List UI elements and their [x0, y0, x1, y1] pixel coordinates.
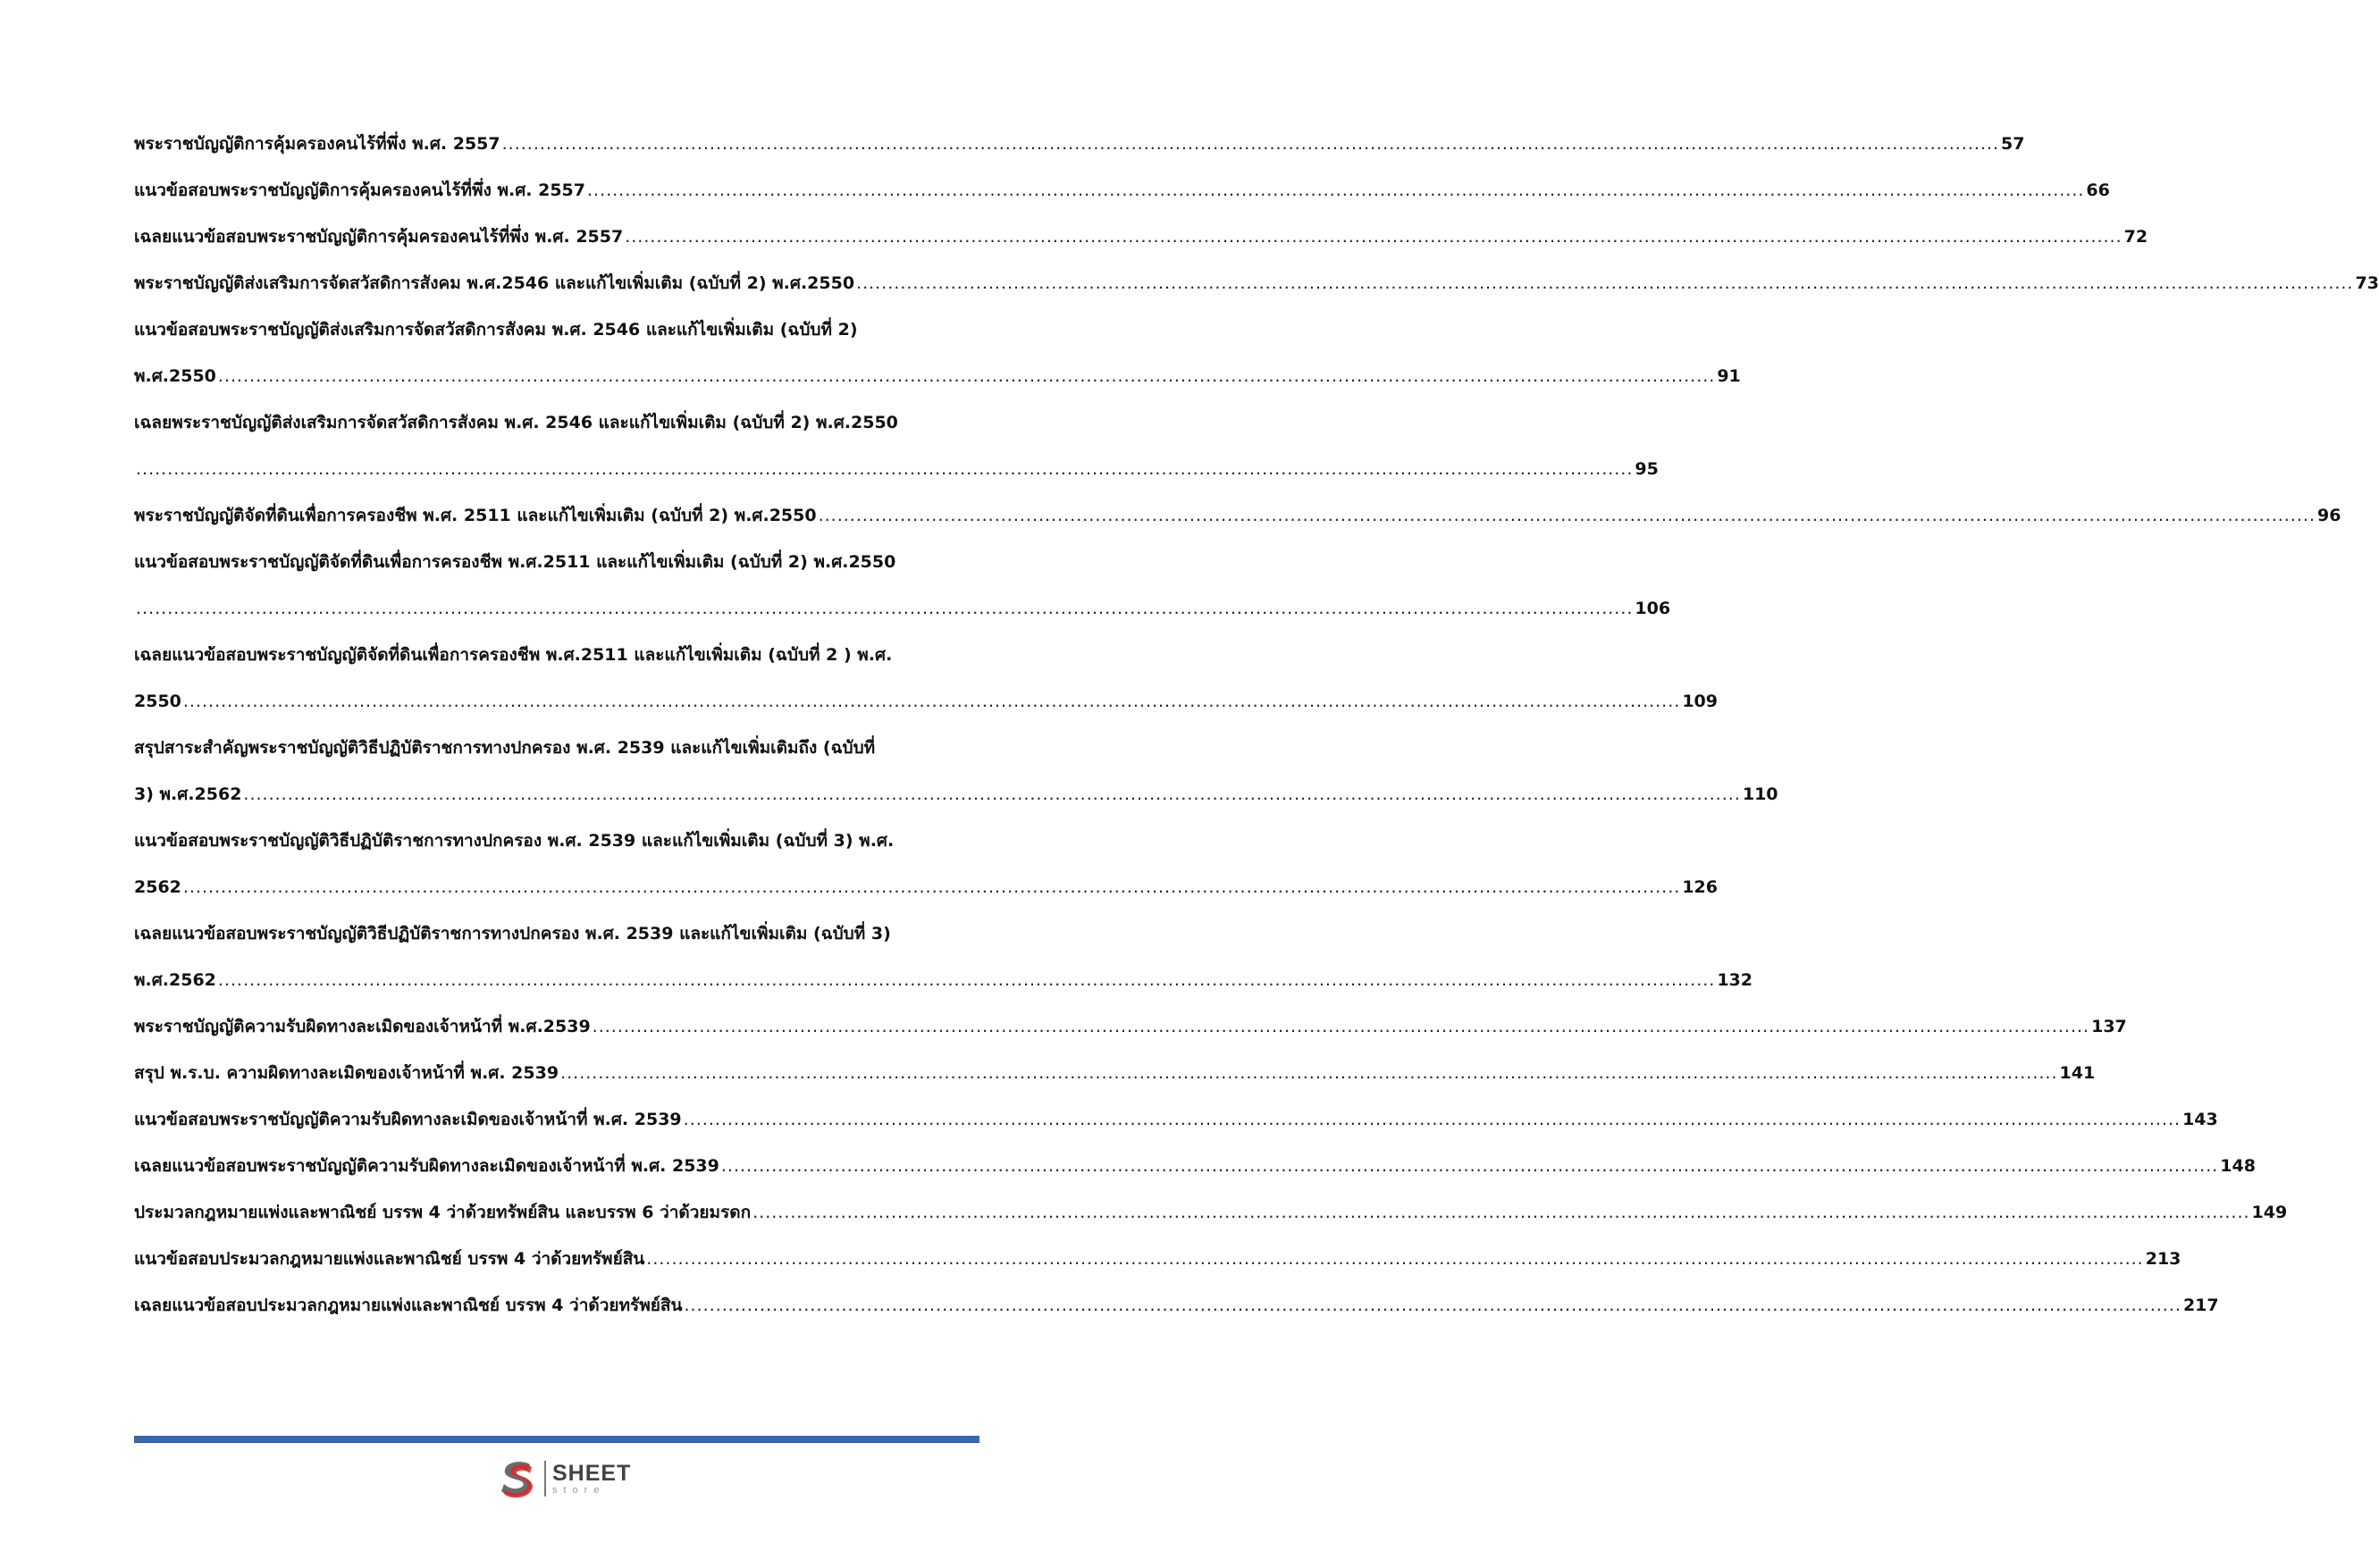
dot-leader — [685, 1294, 2181, 1317]
footer-rule — [134, 1436, 979, 1443]
toc-entry-title-line: เฉลยแนวข้อสอบพระราชบัญญัติจัดที่ดินเพื่อการครองชีพ พ.ศ.2511 และแก้ไขเพิ่มเติม (ฉบับที่ 2 ) พ.ศ. — [134, 645, 893, 665]
toc-entry-page-number: 72 — [2123, 227, 2148, 247]
toc-entry-page-number: 73 — [2355, 273, 2379, 293]
toc-entry-page-number: 57 — [2001, 134, 2025, 154]
logo-wordmark — [552, 1460, 632, 1496]
toc-entry[interactable] — [134, 179, 2110, 202]
toc-entry[interactable] — [134, 922, 1753, 992]
toc-entry-line — [134, 365, 1741, 388]
toc-entry-title: เฉลยแนวข้อสอบพระราชบัญญัติการคุ้มครองคนไร้ที่พึ่ง พ.ศ. 2557 — [134, 227, 624, 247]
dot-leader — [587, 179, 2084, 202]
dot-leader — [752, 1201, 2249, 1224]
toc-entry-page-number: 213 — [2145, 1249, 2181, 1269]
dot-leader — [218, 365, 1715, 388]
toc-entry-title: แนวข้อสอบพระราชบัญญัติความรับผิดทางละเมิดของเจ้าหน้าที่ พ.ศ. 2539 — [134, 1110, 682, 1129]
toc-entry-title: 3) พ.ศ.2562 — [134, 784, 242, 804]
toc-entry[interactable] — [134, 132, 2025, 155]
toc-entry-title-line: สรุปสาระสำคัญพระราชบัญญัติวิธีปฏิบัติราชการทางปกครอง พ.ศ. 2539 และแก้ไขเพิ่มเติมถึง (ฉบับที่ — [134, 738, 876, 758]
toc-entry-page-number: 126 — [1682, 877, 1718, 897]
toc-entry-page-number: 91 — [1717, 366, 1741, 386]
dot-leader — [721, 1154, 2218, 1178]
toc-entry-line — [134, 597, 1671, 620]
toc-entry-title: พ.ศ.2550 — [134, 366, 216, 386]
toc-entry-page-number: 95 — [1635, 459, 1659, 479]
sheet-store-logo — [496, 1455, 631, 1503]
toc-entry-page-number: 148 — [2220, 1156, 2256, 1176]
toc-entry-title: พ.ศ.2562 — [134, 970, 216, 990]
toc-entry-title: พระราชบัญญัติการคุ้มครองคนไร้ที่พึ่ง พ.ศ. 2557 — [134, 134, 500, 154]
dot-leader — [684, 1108, 2181, 1131]
toc-entry-line — [134, 1294, 2219, 1317]
dot-leader — [243, 783, 1740, 806]
toc-entry[interactable] — [134, 318, 1741, 388]
toc-entry-title: 2562 — [134, 877, 181, 897]
dot-leader — [593, 1015, 2089, 1038]
toc-entry-line — [134, 876, 1718, 899]
dot-leader — [646, 1247, 2143, 1270]
logo-main-text: SHEET — [552, 1460, 632, 1486]
toc-entry-line — [134, 690, 1718, 713]
dot-leader — [136, 597, 1633, 620]
toc-entry-page-number: 132 — [1717, 970, 1753, 990]
toc-entry-line — [134, 1015, 2127, 1038]
dot-leader — [136, 457, 1633, 481]
dot-leader — [183, 690, 1680, 713]
toc-entry-line — [134, 1061, 2096, 1085]
toc-entry-page-number: 217 — [2182, 1295, 2219, 1315]
toc-entry-title: 2550 — [134, 692, 181, 711]
dot-leader — [502, 132, 1999, 155]
toc-entry-page-number: 137 — [2091, 1017, 2127, 1036]
toc-entry-page-number: 110 — [1742, 784, 1778, 804]
toc-entry-title: สรุป พ.ร.บ. ความผิดทางละเมิดของเจ้าหน้าที่ พ.ศ. 2539 — [134, 1063, 559, 1083]
toc-entry[interactable] — [134, 550, 1671, 620]
dot-leader — [856, 272, 2353, 295]
toc-entry-line — [134, 272, 2379, 295]
toc-entry-title: แนวข้อสอบพระราชบัญญัติการคุ้มครองคนไร้ที่พึ่ง พ.ศ. 2557 — [134, 180, 585, 200]
logo-sub-text: store — [552, 1484, 606, 1496]
toc-entry-line — [134, 1201, 2288, 1224]
toc-entry[interactable] — [134, 1061, 2096, 1085]
toc-entry-title: พระราชบัญญัติความรับผิดทางละเมิดของเจ้าหน้าที่ พ.ศ.2539 — [134, 1017, 591, 1036]
toc-entry[interactable] — [134, 1108, 2218, 1131]
toc-entry-page-number: 143 — [2182, 1110, 2218, 1129]
toc-entry[interactable] — [134, 1201, 2288, 1224]
toc-entry-line — [134, 1154, 2256, 1178]
toc-entry[interactable] — [134, 504, 2341, 527]
dot-leader — [560, 1061, 2057, 1085]
toc-entry-page-number: 106 — [1635, 599, 1671, 618]
toc-entry-line — [134, 968, 1753, 992]
toc-entry[interactable] — [134, 411, 1659, 481]
dot-leader — [625, 225, 2122, 248]
toc-entry[interactable] — [134, 1015, 2127, 1038]
toc-entry-title-line: แนวข้อสอบพระราชบัญญัติส่งเสริมการจัดสวัสดิการสังคม พ.ศ. 2546 และแก้ไขเพิ่มเติม (ฉบับที่ 2) — [134, 320, 858, 340]
toc-entry[interactable] — [134, 829, 1718, 899]
toc-entry-title: แนวข้อสอบประมวลกฎหมายแพ่งและพาณิชย์ บรรพ 4 ว่าด้วยทรัพย์สิน — [134, 1249, 645, 1269]
toc-entry-line — [134, 1108, 2218, 1131]
toc-entry-title: เฉลยแนวข้อสอบพระราชบัญญัติความรับผิดทางละเมิดของเจ้าหน้าที่ พ.ศ. 2539 — [134, 1156, 719, 1176]
toc-entry[interactable] — [134, 225, 2148, 248]
toc-entry-line — [134, 457, 1659, 481]
sheet-store-logo-icon — [496, 1457, 539, 1500]
toc-entry-title-line: เฉลยพระราชบัญญัติส่งเสริมการจัดสวัสดิการสังคม พ.ศ. 2546 และแก้ไขเพิ่มเติม (ฉบับที่ 2) พ.ศ.2550 — [134, 413, 898, 432]
toc-entry[interactable] — [134, 1294, 2219, 1317]
dot-leader — [819, 504, 2316, 527]
toc-entry-line — [134, 179, 2110, 202]
toc-entry-title-line: แนวข้อสอบพระราชบัญญัติจัดที่ดินเพื่อการครองชีพ พ.ศ.2511 และแก้ไขเพิ่มเติม (ฉบับที่ 2) พ.ศ.2550 — [134, 552, 896, 572]
toc-entry[interactable] — [134, 643, 1718, 713]
toc-entry-page-number: 96 — [2317, 506, 2341, 525]
toc-entry[interactable] — [134, 736, 1778, 806]
toc-entry-page-number: 109 — [1682, 692, 1718, 711]
toc-entry[interactable] — [134, 1247, 2181, 1270]
toc-entry-title-line: เฉลยแนวข้อสอบพระราชบัญญัติวิธีปฏิบัติราชการทางปกครอง พ.ศ. 2539 และแก้ไขเพิ่มเติม (ฉบับที่ 3) — [134, 924, 891, 943]
dot-leader — [183, 876, 1680, 899]
toc-entry-line — [134, 1247, 2181, 1270]
toc-entry-title: เฉลยแนวข้อสอบประมวลกฎหมายแพ่งและพาณิชย์ บรรพ 4 ว่าด้วยทรัพย์สิน — [134, 1295, 683, 1315]
toc-entry-page-number: 66 — [2086, 180, 2110, 200]
toc-entry[interactable] — [134, 272, 2379, 295]
toc-entry-title: พระราชบัญญัติจัดที่ดินเพื่อการครองชีพ พ.ศ. 2511 และแก้ไขเพิ่มเติม (ฉบับที่ 2) พ.ศ.2550 — [134, 506, 817, 525]
table-of-contents — [134, 132, 2379, 1340]
toc-entry-title: พระราชบัญญัติส่งเสริมการจัดสวัสดิการสังคม พ.ศ.2546 และแก้ไขเพิ่มเติม (ฉบับที่ 2) พ.ศ.2550 — [134, 273, 855, 293]
toc-entry[interactable] — [134, 1154, 2256, 1178]
logo-separator — [544, 1461, 546, 1497]
toc-entry-title-line: แนวข้อสอบพระราชบัญญัติวิธีปฏิบัติราชการทางปกครอง พ.ศ. 2539 และแก้ไขเพิ่มเติม (ฉบับที่ 3) พ.ศ. — [134, 831, 895, 851]
toc-entry-line — [134, 132, 2025, 155]
toc-entry-page-number: 149 — [2251, 1203, 2288, 1222]
dot-leader — [218, 968, 1715, 992]
toc-entry-line — [134, 504, 2341, 527]
toc-entry-title: ประมวลกฎหมายแพ่งและพาณิชย์ บรรพ 4 ว่าด้วยทรัพย์สิน และบรรพ 6 ว่าด้วยมรดก — [134, 1203, 752, 1222]
toc-entry-line — [134, 225, 2148, 248]
toc-entry-page-number: 141 — [2059, 1063, 2096, 1083]
toc-entry-line — [134, 783, 1778, 806]
